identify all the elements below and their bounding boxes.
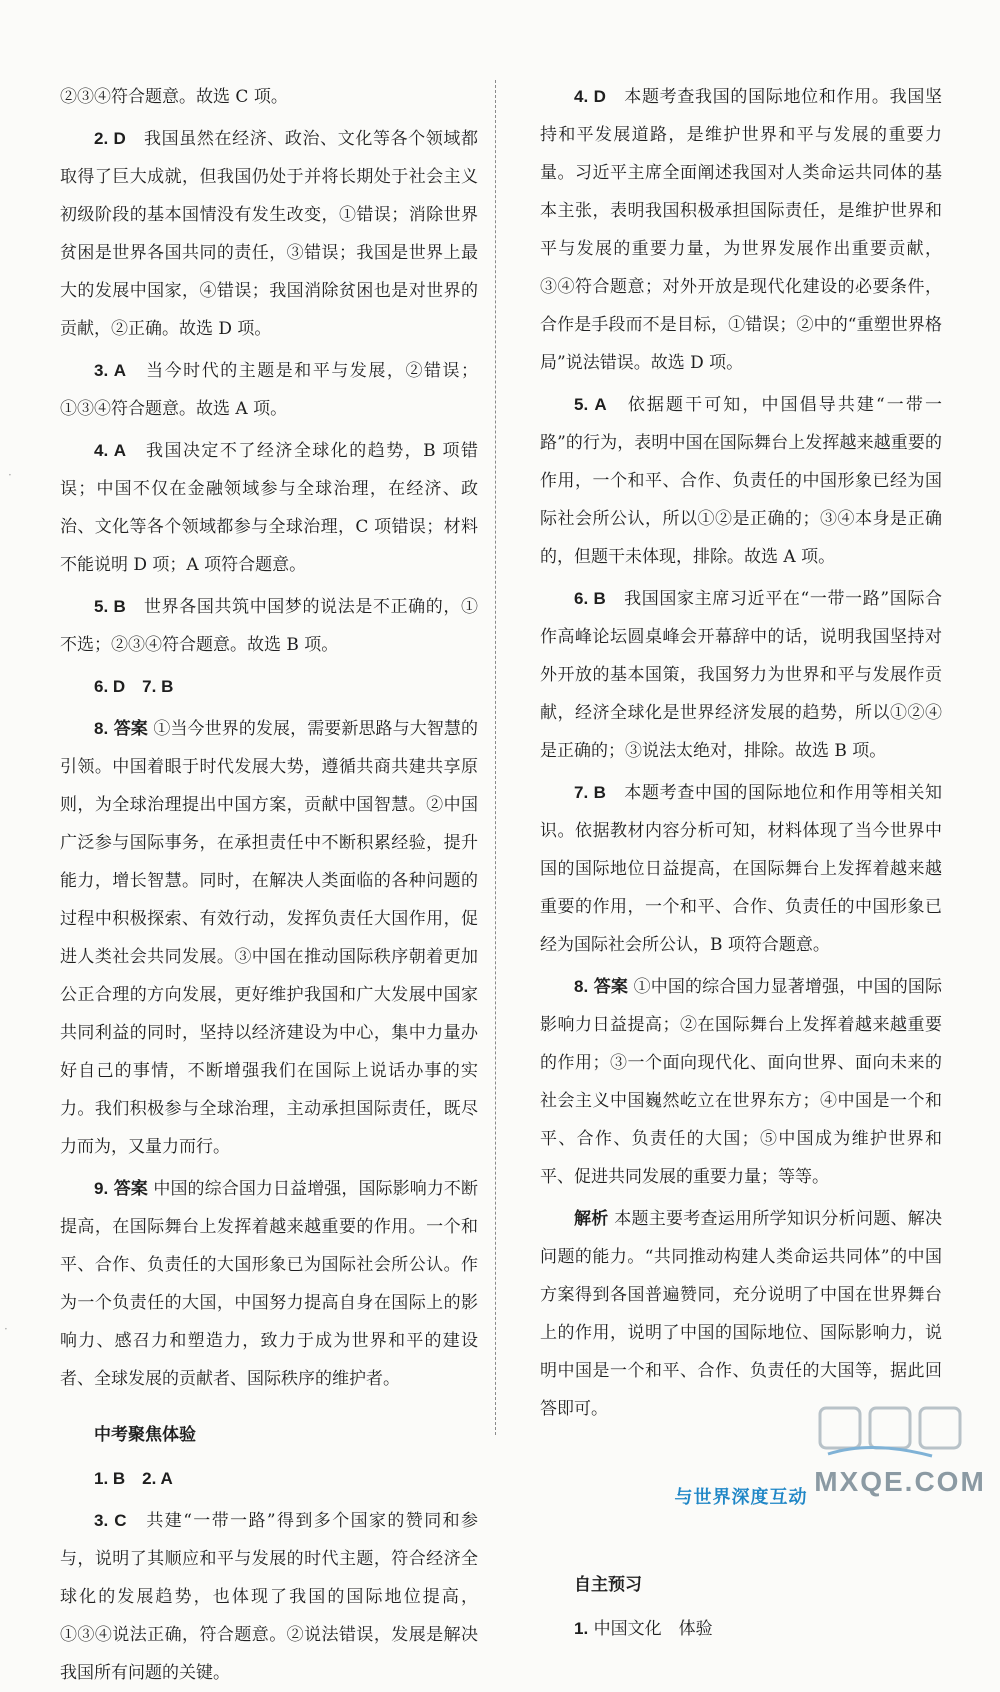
answer-3b: 3. C 共建“一带一路”得到多个国家的赞同和参与，说明了其顺应和平与发展的时代主题，符合经济全球化的发展趋势，也体现了我国的国际地位提高，①③④说法正确，符合题意。②说法错误，发展是解决我国所有问题的关键。 <box>60 1511 479 1683</box>
answer-5: 5. B 世界各国共筑中国梦的说法是不正确的，①不选；②③④符合题意。故选 B 项。 <box>60 597 479 655</box>
left-column <box>60 78 478 1692</box>
lesson-title: 与世界深度互动 <box>674 1487 808 1507</box>
answer-2: 2. D 我国虽然在经济、政治、文化等各个领域都取得了巨大成就，但我国仍处于并将长期处于社会主义初级阶段的基本国情没有发生改变，①错误；消除世界贫困是世界各国共同的责任，③错误；我国是世界上最大的发展中国家，④错误；我国消除贫困也是对世界的贡献，②正确。故选 D 项。 <box>60 129 479 339</box>
answer-text: ②③④符合题意。故选 C 项。 <box>60 87 288 107</box>
answer-r6: 6. B 我国国家主席习近平在“一带一路”国际合作高峰论坛圆桌峰会开幕辞中的话，说明我国坚持对外开放的基本国策，我国努力为世界和平与发展作贡献，经济全球化是世界经济发展的趋势，所以①②④是正确的；③说法太绝对，排除。故选 B 项。 <box>540 589 942 761</box>
answer-4: 4. A 我国决定不了经济全球化的趋势，B 项错误；中国不仅在金融领域参与全球治理，在经济、政治、文化等各个领域都参与全球治理，C 项错误；材料不能说明 D 项；A 项符合题意。 <box>60 441 479 575</box>
section-heading-zhongkao: 中考聚焦体验 <box>94 1425 196 1444</box>
answer-3: 3. A 当今时代的主题是和平与发展，②错误；①③④符合题意。故选 A 项。 <box>60 361 479 419</box>
answer-r7: 7. B 本题考查中国的国际地位和作用等相关知识。依据教材内容分析可知，材料体现了当今世界中国的国际地位日益提高，在国际舞台上发挥着越来越重要的作用，一个和平、合作、负责任的中国形象已经为国际社会所公认，B 项符合题意。 <box>540 783 943 955</box>
watermark-logo <box>812 1400 988 1500</box>
watermark-logo-icon <box>812 1400 988 1470</box>
scan-mark: · <box>8 468 12 482</box>
answer-8: 8. 答案 ①当今世界的发展，需要新思路与大智慧的引领。中国着眼于时代发展大势，遵循共商共建共享原则，为全球治理提出中国方案，贡献中国智慧。②中国广泛参与国际事务，在承担责任中不断积累经验，提升能力，增长智慧。同时，在解决人类面临的各种问题的过程中积极探索、有效行动，发挥负责任大国作用，促进人类社会共同发展。③中国在推动国际秩序朝着更加公正合理的方向发展，更好维护我国和广大发展中国家共同利益的同时，坚持以经济建设为中心，集中力量办好自己的事情，不断增强我们在国际上说话办事的实力。我们积极参与全球治理，主动承担国际责任，既尽力而为，又量力而行。 <box>60 719 479 1157</box>
answer-1-2: 1. B 2. A <box>94 1469 173 1488</box>
answer-r5: 5. A 依据题干可知，中国倡导共建“一带一路”的行为，表明中国在国际舞台上发挥越来越重要的作用，一个和平、合作、负责任的中国形象已经为国际社会所公认，所以①②是正确的；③④本身是正确的，但题干未体现，排除。故选 A 项。 <box>540 395 942 567</box>
preview-answer-1: 1. 中国文化 体验 <box>574 1619 713 1639</box>
scan-mark: · <box>4 1322 8 1336</box>
answer-9: 9. 答案 中国的综合国力日益增强，国际影响力不断提高，在国际舞台上发挥着越来越重要的作用。一个和平、合作、负责任的大国形象已为国际社会所公认。作为一个负责任的大国，中国努力提高自身在国际上的影响力、感召力和塑造力，致力于成为世界和平的建设者、全球发展的贡献者、国际秩序的维护者。 <box>60 1179 479 1389</box>
analysis: 解析 本题主要考查运用所学知识分析问题、解决问题的能力。“共同推动构建人类命运共同体”的中国方案得到各国普遍赞同，充分说明了中国在世界舞台上的作用，说明了中国的国际地位、国际影响力，说明中国是一个和平、合作、负责任的大国等，据此回答即可。 <box>540 1209 943 1419</box>
answer-6-7: 6. D 7. B <box>94 677 174 696</box>
watermark-text: MXQE.COM <box>814 1466 986 1497</box>
section-heading-preview: 自主预习 <box>574 1575 642 1594</box>
answer-r4: 4. D 本题考查我国的国际地位和作用。我国坚持和平发展道路，是维护世界和平与发展的重要力量。习近平主席全面阐述我国对人类命运共同体的基本主张，表明我国积极承担国际责任，是维护世界和平与发展的重要力量，为世界发展作出重要贡献，③④符合题意；对外开放是现代化建设的必要条件，合作是手段而不是目标，①错误；②中的“重塑世界格局”说法错误。故选 D 项。 <box>540 87 943 373</box>
answer-r8: 8. 答案 ①中国的综合国力显著增强，中国的国际影响力日益提高；②在国际舞台上发挥着越来越重要的作用；③一个面向现代化、面向世界、面向未来的社会主义中国巍然屹立在世界东方；④中国是一个和平、合作、负责任的大国；⑤中国成为维护世界和平、促进共同发展的重要力量；等等。 <box>540 977 943 1187</box>
column-divider <box>495 80 496 1435</box>
